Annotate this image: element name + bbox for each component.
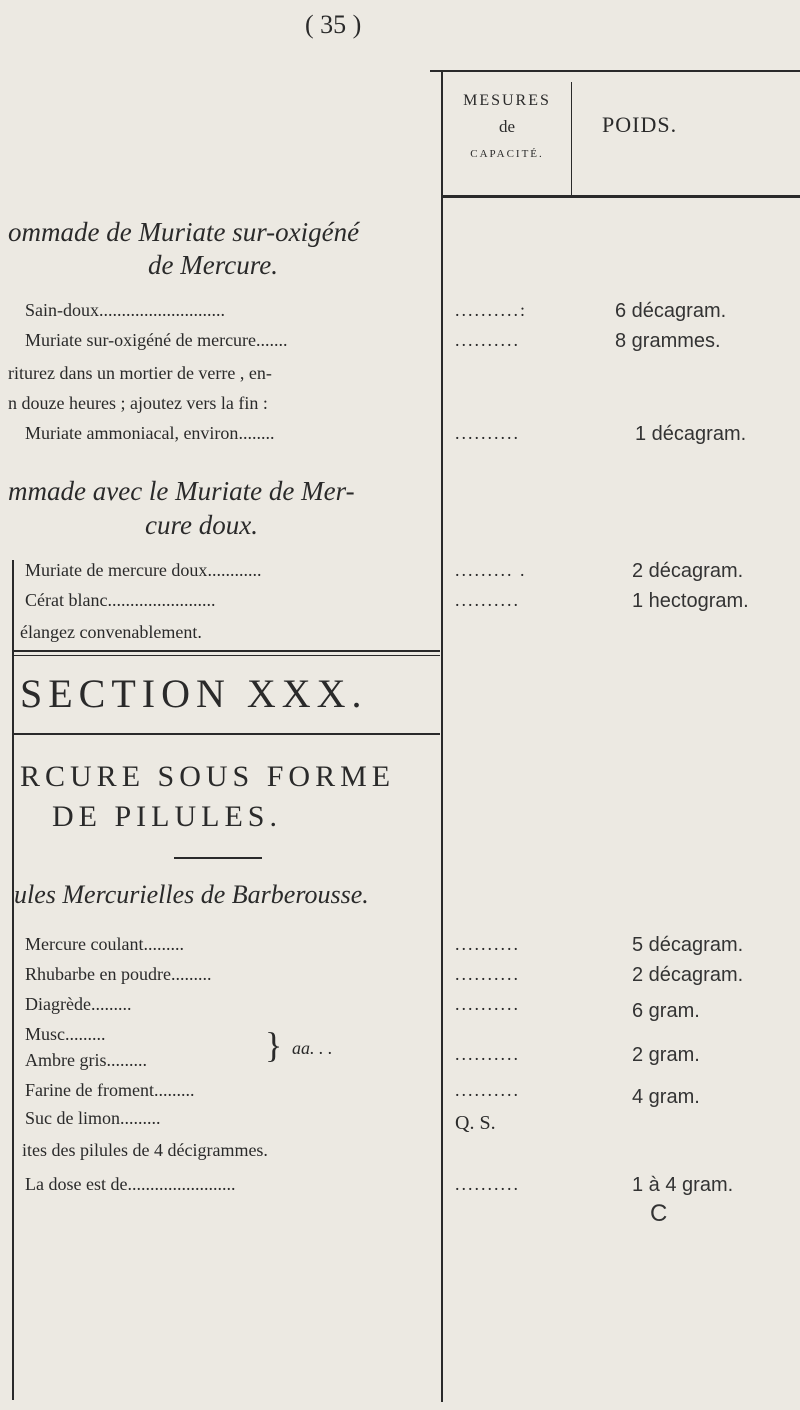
recipe3-row5-weight: 2 gram. [632,1044,700,1066]
brace-icon: } [265,1025,283,1065]
recipe1-row2-leader: ....... [256,330,288,350]
recipe2-row2-text: Cérat blanc........................ [25,590,216,610]
recipe3-row4-text: Musc......... [25,1024,106,1044]
recipe3-row3-measure: .......... [455,994,520,1014]
recipe2-row2-leader: ........................ [107,590,216,610]
recipe3-title: ules Mercurielles de Barberousse. [14,880,369,909]
recipe2-title-line2: cure doux. [145,510,258,540]
measures-header-line3: CAPACITÉ. [470,148,544,160]
recipe2-row1-measure: ......... . [455,560,527,580]
measures-header-line2: de [498,117,516,136]
recipe1-instruction-line2: n douze heures ; ajoutez vers la fin : [8,393,268,413]
recipe3-row2-weight: 2 décagram. [632,964,744,986]
recipe2-row2-measure: .......... [455,590,520,610]
recipe3-row2-text: Rhubarbe en poudre......... [25,964,212,984]
recipe1-row3-text: Muriate ammoniacal, environ........ [25,423,275,443]
recipe2-title-line1: mmade avec le Muriate de Mer- [8,476,355,506]
recipe1-row3-leader: ........ [238,423,275,443]
section-subtitle-line2: DE PILULES. [52,800,282,833]
recipe3-dose-text: La dose est de........................ [25,1174,236,1194]
recipe1-row2-measure: .......... [455,330,520,350]
recipe1-row3-weight: 1 décagram. [635,423,747,445]
weights-header: POIDS. [602,112,678,137]
recipe2-row1-weight: 2 décagram. [632,560,744,582]
recipe3-row1-text: Mercure coulant......... [25,934,184,954]
recipe3-row6-weight: 4 gram. [632,1086,700,1108]
recipe2-row2-weight: 1 hectogram. [632,590,749,612]
recipe1-row2-text: Muriate sur-oxigéné de mercure....... [25,330,288,350]
recipe3-dose-weight: 1 à 4 gram. [632,1174,734,1196]
recipe3-row6-leader: ......... [153,1080,195,1100]
recipe3-row5-leader: ......... [106,1050,147,1070]
section-title: SECTION XXX. [20,671,368,716]
recipe3-row2-measure: .......... [455,964,520,984]
recipe3-row7-leader: ......... [120,1108,161,1128]
recipe3-row2-leader: ......... [170,964,212,984]
page-number: ( 35 ) [305,10,362,39]
recipe3-row5-text: Ambre gris......... [25,1050,147,1070]
measures-column-right-rule [571,82,572,197]
recipe1-title-line2: de Mercure. [148,250,278,280]
recipe2-row1-leader: ............ [207,560,262,580]
header-top-rule [430,70,800,72]
recipe1-title-line1: ommade de Muriate sur-oxigéné [8,217,360,247]
recipe3-row5-measure: .......... [455,1044,520,1064]
section-top-rule-thin [12,655,440,656]
recipe3-row6-text: Farine de froment......... [25,1080,195,1100]
recipe3-dose-measure: .......... [455,1174,520,1194]
recipe3-row3-weight: 6 gram. [632,1000,700,1022]
recipe3-dose-leader: ........................ [127,1174,236,1194]
measures-column-left-rule [441,72,443,1402]
measures-header-line1: MESURES [463,92,551,109]
recipe3-row4-leader: ......... [65,1024,106,1044]
recipe3-row7-text: Suc de limon......... [25,1108,161,1128]
recipe3-instruction: ites des pilules de 4 décigrammes. [22,1140,268,1160]
recipe1-row1-text: Sain-doux............................ [25,300,225,320]
recipe2-row1-text: Muriate de mercure doux............ [25,560,262,580]
header-bottom-rule [441,195,800,198]
recipe1-instruction-line1: riturez dans un mortier de verre , en- [8,363,272,383]
recipe1-row2-weight: 8 grammes. [615,330,721,352]
recipe3-row1-leader: ......... [143,934,184,954]
recipe1-row1-weight: 6 décagram. [615,300,727,322]
recipe3-row1-weight: 5 décagram. [632,934,744,956]
left-margin-rule [12,560,14,1400]
aa-mark: aa. . . [292,1038,333,1058]
recipe2-instruction: élangez convenablement. [20,622,202,642]
section-bottom-rule [12,733,440,735]
section-subtitle-line1: RCURE SOUS FORME [20,760,396,793]
section-top-rule [12,650,440,652]
recipe3-row3-leader: ......... [90,994,132,1014]
recipe3-row1-measure: .......... [455,934,520,954]
subtitle-underline [174,857,262,859]
recipe1-row1-leader: ............................ [99,300,225,320]
recipe3-row7-measure: Q. S. [455,1112,496,1134]
signature-mark: C [650,1200,668,1227]
recipe3-row6-measure: .......... [455,1080,520,1100]
recipe1-row3-measure: .......... [455,423,520,443]
recipe1-row1-measure: ..........: [455,300,528,320]
recipe3-row3-text: Diagrède......... [25,994,132,1014]
